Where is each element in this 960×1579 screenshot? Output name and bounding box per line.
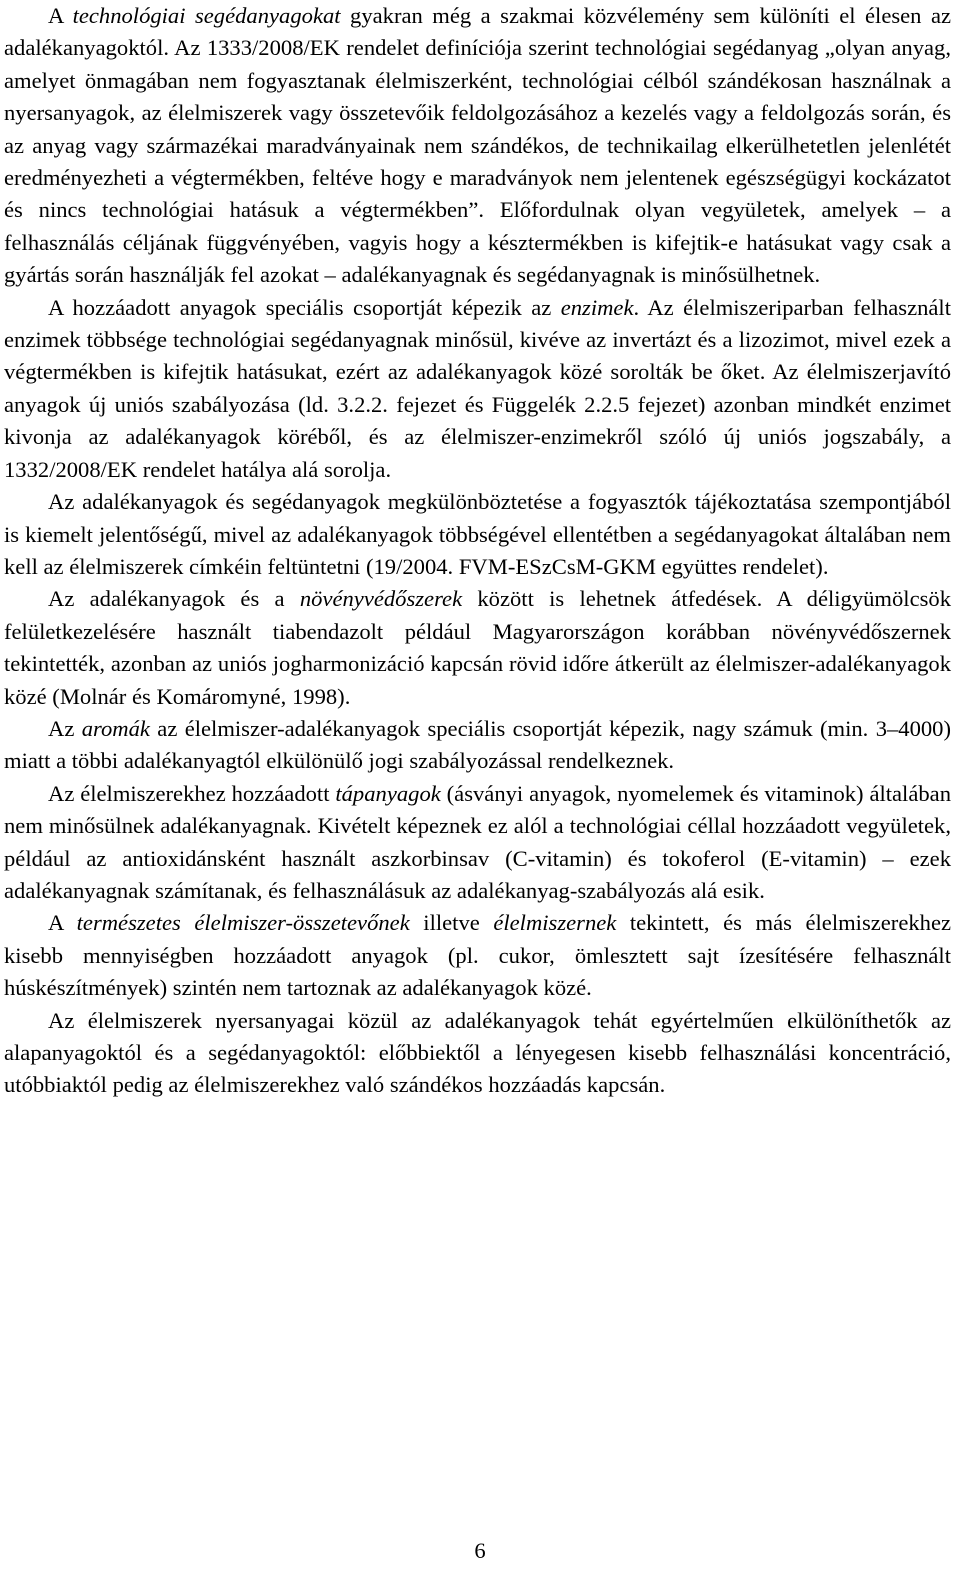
paragraph-pesticides xyxy=(4,583,951,713)
emphasized-term: aromák xyxy=(81,715,150,741)
text-run: tekintett, és más élelmiszerekhez kisebb mennyiségben hozzáadott anyagok (pl. cukor, ömlesztett sajt ízesítésére felhasznált húskészítmények) szintén nem tartoznak az adalékanyagok közé. xyxy=(4,910,951,1001)
paragraph-conclusion xyxy=(4,1005,951,1102)
text-run: Az élelmiszerek nyersanyagai közül az adalékanyagok tehát egyértelműen elkülöníthetők az alapanyagoktól és a segédanyagoktól: előbbiektől a lényegesen kisebb felhasználási koncentráció, utóbbiaktól pedig az élelmiszerekhez való szándékos hozzáadás kapcsán. xyxy=(4,1007,951,1098)
emphasized-term: enzimek xyxy=(560,294,634,320)
paragraph-enzymes xyxy=(4,292,951,486)
text-run: Az élelmiszerekhez hozzáadott xyxy=(48,780,336,806)
paragraph-natural-ingredients xyxy=(4,907,951,1004)
paragraph-technological-aids xyxy=(4,0,951,292)
text-run: Az adalékanyagok és segédanyagok megkülönböztetése a fogyasztók tájékoztatása szempontjából is kiemelt jelentőségű, mivel az adalékanyagok többségével ellentétben a segédanyagokat általában nem kell az élelmiszerek címkéin feltüntetni (19/2004. FVM-ESzCsM-GKM együttes rendelet). xyxy=(4,489,951,579)
document-body xyxy=(4,0,951,1102)
text-run: A xyxy=(48,910,77,936)
text-run: (ásványi anyagok, nyomelemek és vitaminok) általában nem minősülnek adalékanyagnak. Kivételt képeznek ez alól a technológiai céllal hozzáadott vegyületek, például az antioxidánsként használt aszkorbinsav (C-vitamin) és tokoferol (E-vitamin) – ezek adalékanyagnak számítanak, és felhasználásuk az adalékanyag-szabályozás alá esik. xyxy=(4,780,951,903)
text-run: A hozzáadott anyagok speciális csoportját képezik az xyxy=(48,294,561,320)
text-run: Az xyxy=(48,715,82,741)
paragraph-nutrients xyxy=(4,778,951,908)
text-run: A xyxy=(48,3,73,28)
paragraph-labelling xyxy=(4,486,951,583)
text-run: gyakran még a szakmai közvélemény sem különíti el élesen az adalékanyagoktól. Az 1333/2008/EK rendelet definíciója szerint technológiai segédanyag „olyan anyag, amelyet önmagában nem fogyasztanak élelmiszerként, technológiai célból szándékosan használnak a nyersanyagok, az élelmiszerek vagy összetevőik feldolgozásához a kezelés vagy a feldolgozás során, és az anyag vagy származékai maradványainak nem szándékos, de technikailag elkerülhetetlen jelenlétét eredményezheti a végtermékben, feltéve hogy e maradványok nem jelentenek egészségügyi kockázatot és nincs technológiai hatásuk a végtermékben”. Előfordulnak olyan vegyületek, amelyek – a felhasználás céljának függvényében, vagyis hogy a késztermékben is kifejtik-e hatásukat vagy csak a gyártás során használják fel azokat – adalékanyagnak és segédanyagnak is minősülhetnek. xyxy=(4,3,951,288)
emphasized-term: tápanyagok xyxy=(335,780,441,806)
text-run: az élelmiszer-adalékanyagok speciális csoportját képezik, nagy számuk (min. 3–4000) miatt a többi adalékanyagtól elkülönülő jogi szabályozással rendelkeznek. xyxy=(4,715,951,774)
emphasized-term: növényvédőszerek xyxy=(299,586,463,612)
emphasized-term: természetes élelmiszer-összetevőnek xyxy=(76,910,410,936)
emphasized-term: technológiai segédanyagokat xyxy=(72,3,341,28)
text-run: Az adalékanyagok és a xyxy=(48,586,300,612)
text-run: között is lehetnek átfedések. A déligyümölcsök felületkezelésére használt tiabendazolt például Magyarországon korábban növényvédőszernek tekintették, azonban az uniós jogharmonizáció kapcsán rövid időre átkerült az élelmiszer-adalékanyagok közé (Molnár és Komáromyné, 1998). xyxy=(4,586,951,709)
text-run: . Az élelmiszeriparban felhasznált enzimek többsége technológiai segédanyagnak minősül, kivéve az invertázt és a lizozimot, mivel ezek a végtermékben is kifejtik hatásukat, ezért az adalékanyagok közé sorolták be őket. Az élelmiszerjavító anyagok új uniós szabályozása (ld. 3.2.2. fejezet és Függelék 2.2.5 fejezet) azonban mindkét enzimet kivonja az adalékanyagok köréből, és az élelmiszer-enzimekről szóló új uniós jogszabály, a 1332/2008/EK rendelet hatálya alá sorolja. xyxy=(4,294,951,482)
emphasized-term: élelmiszernek xyxy=(493,910,617,936)
page-number: 6 xyxy=(474,1538,486,1563)
text-run: illetve xyxy=(409,910,494,936)
paragraph-aromas xyxy=(4,713,951,778)
